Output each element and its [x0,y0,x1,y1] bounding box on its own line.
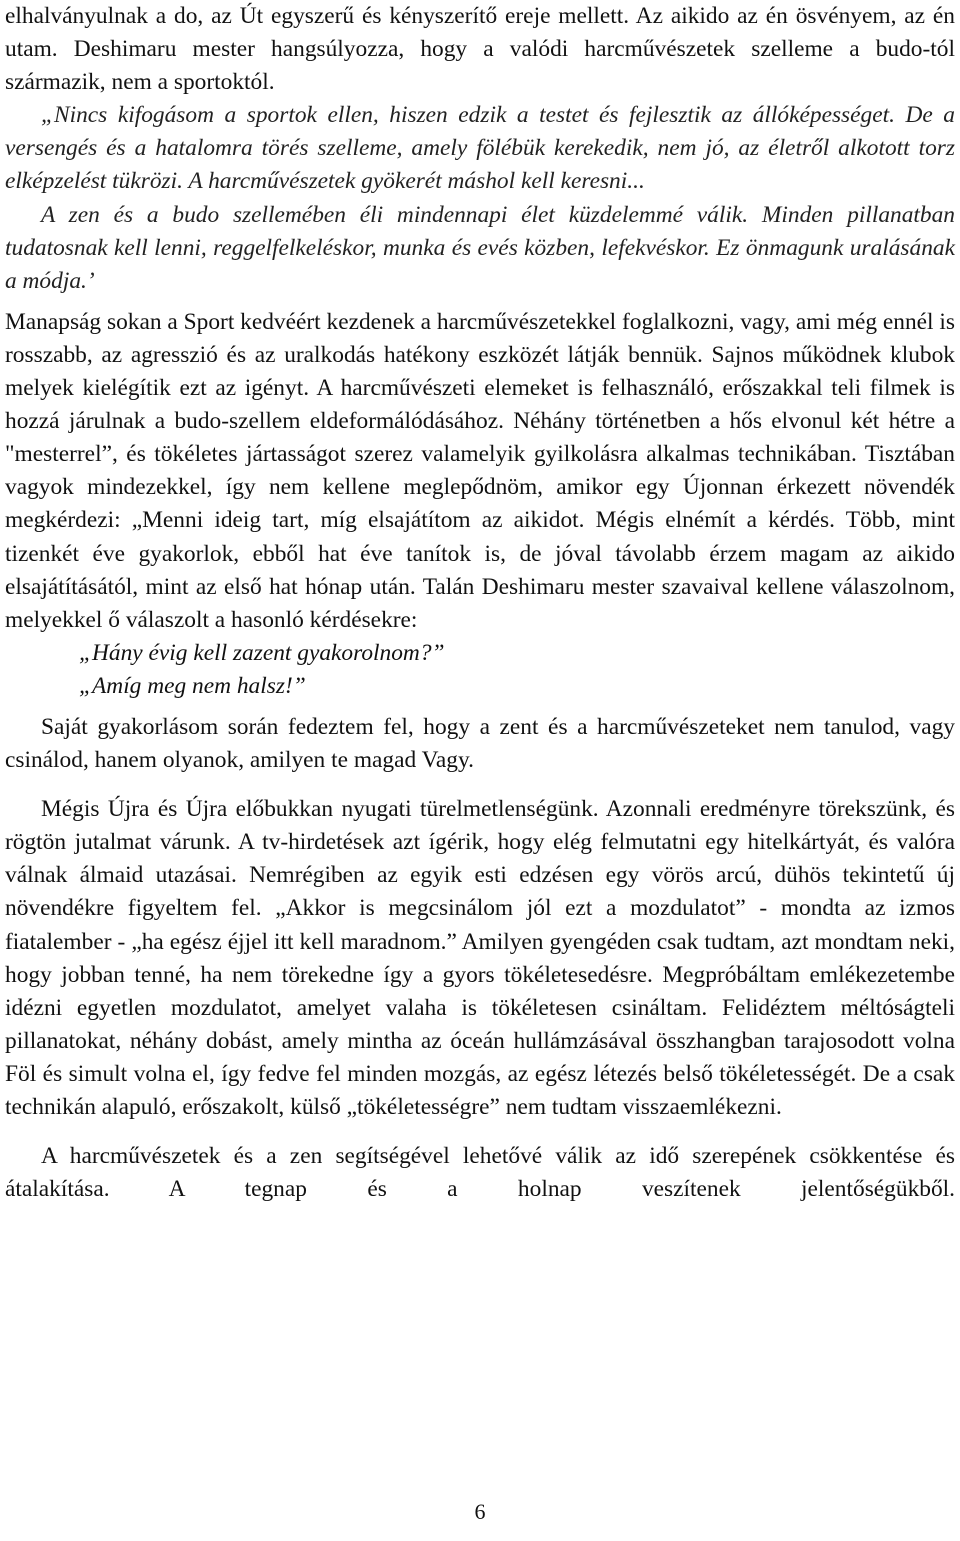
paragraph-intro: elhalványulnak a do, az Út egyszerű és kényszerítő ereje mellett. Az aikido az én ösvényem, az én utam. Deshimaru mester hangsúlyozza, hogy a valódi harcművészetek szelleme a budo-tól származik, nem a sportoktól. [5,3,955,96]
paragraph-self-practice: Saját gyakorlásom során fedeztem fel, hogy a zent és a harcművészeteket nem tanulod, vagy csinálod, hanem olyanok, amilyen te magad Vagy. [5,713,955,774]
quote-paragraph-sports: „Nincs kifogásom a sportok ellen, hiszen edzik a testet és fejlesztik az állóképességet. De a versengés és a hatalomra törés szelleme, amely fölébük kerekedik, nem jó, az életről alkotott torz elképzelést tükrözi. A harcművészetek gyökerét máshol kell keresni... [5,102,955,195]
dialogue-answer: „Amíg meg nem halsz!” [79,672,306,699]
quote-paragraph-zen-budo: A zen és a budo szellemében éli mindennapi élet küzdelemmé válik. Minden pillanatban tudatosnak kell lenni, reggelfelkeléskor, munka és evés közben, lefekvéskor. Ez önmagunk uralásának a módja.’ [5,201,955,294]
dialogue-question: „Hány évig kell zazent gyakorolnom?” [79,639,445,666]
paragraph-impatience: Mégis Újra és Újra előbukkan nyugati türelmetlenségünk. Azonnali eredményre törekszünk, és rögtön jutalmat várunk. A tv-hirdetések azt ígérik, hogy elég felmutatni egy hitelkártyát, és valóra válnak álmaid utazásai. Nemrégiben az egyik esti edzésen egy vörös arcú, dühös tekintetű új növendékre figyeltem fel. „Akkor is megcsinálom jól ezt a mozdulatot” - mondta az izmos fiatalember - „ha egész éjjel itt kell maradnom.” Amilyen gyengéden csak tudtam, azt mondtam neki, hogy jobban tenné, ha nem törekedne így a gyors tökéletesedésre. Megpróbáltam emlékezetembe idézni egyetlen mozdulatot, amelyet valaha is tökéletesen csináltam. Felidéztem méltóságteli pillanatokat, néhány dobást, amely mintha az óceán hullámzásával összhangban tarajosodott volna Föl és simult volna el, így fedve fel minden mozgás, az egész létezés belső tökéletességét. De a csak technikán alapuló, erőszakolt, külső „tökéletességre” nem tudtam visszaemlékezni. [5,796,955,1120]
page-number: 6 [474,1499,486,1524]
paragraph-time: A harcművészetek és a zen segítségével lehetővé válik az idő szerepének csökkentése és átalakítása. A tegnap és a holnap veszítenek jelentőségükből. [5,1143,955,1203]
paragraph-modern-practice: Manapság sokan a Sport kedvéért kezdenek a harcművészetekkel foglalkozni, vagy, ami még ennél is rosszabb, az agresszió és az uralkodás hatékony eszközét látják bennük. Sajnos működnek klubok melyek kielégítik ezt az igényt. A harcművészeti elemeket is felhasználó, erőszakkal teli filmek is hozzá járulnak a budo-szellem eldeformálódásához. Néhány történetben a hős elvonul két hétre a "mesterrel”, és tökéletes jártasságot szerez valamelyik gyilkolásra alkalmas technikában. Tisztában vagyok mindezekkel, így nem kellene meglepődnöm, amikor egy Újonnan érkezett növendék megkérdezi: „Menni ideig tart, míg elsajátítom az aikidot. Mégis elnémít a kérdés. Több, mint tizenkét éve gyakorlok, ebből hat éve tanítok is, de jóval távolabb érzem magam az aikido elsajátításától, mint az első hat hónap után. Talán Deshimaru mester szavaival kellene válaszolnom, melyekkel ő válaszolt a hasonló kérdésekre: [5,308,956,633]
document-page [5,0,955,1206]
